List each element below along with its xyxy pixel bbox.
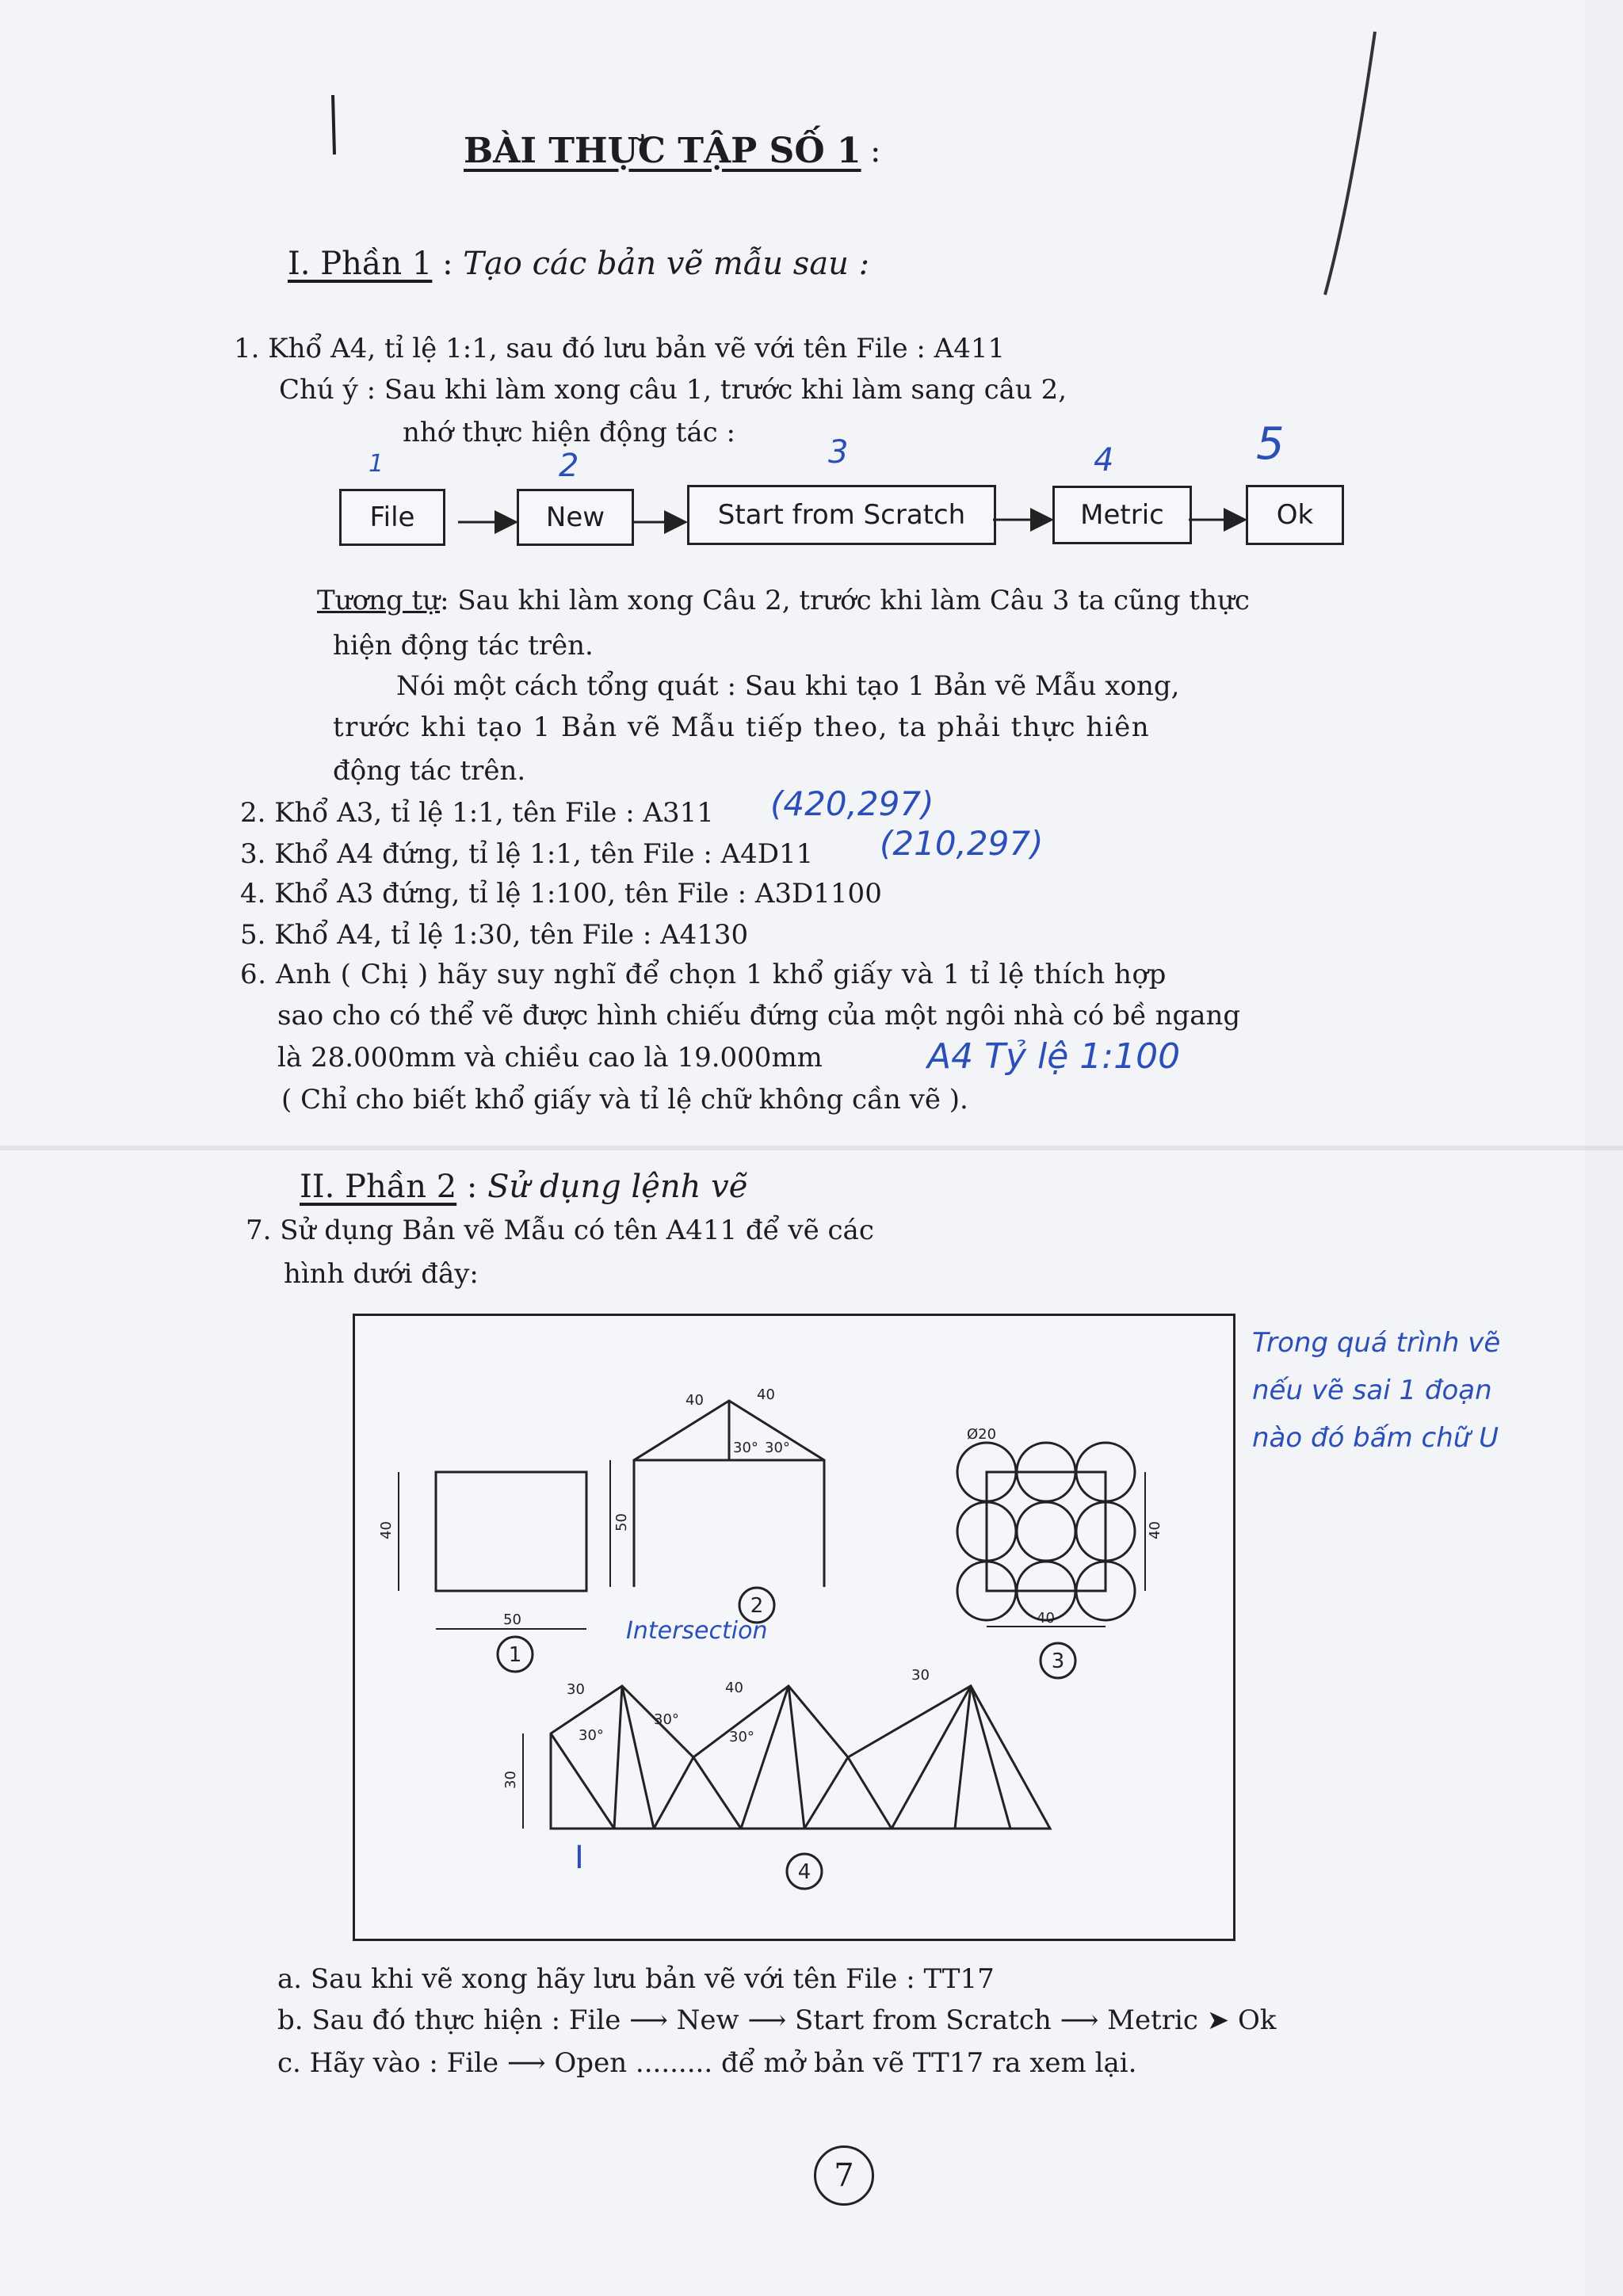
item-7a: 7. Sử dụng Bản vẽ Mẫu có tên A411 để vẽ các: [246, 1215, 874, 1246]
fig2-dim-a: 40: [685, 1392, 704, 1409]
general-line-3: động tác trên.: [333, 755, 526, 787]
item-3-hand: (210,297): [880, 824, 1044, 863]
part1-text: Tạo các bản vẽ mẫu sau :: [463, 246, 870, 282]
intersection-note: Intersection: [626, 1617, 768, 1645]
item-6c: là 28.000mm và chiều cao là 19.000mm: [277, 1042, 823, 1074]
fig2-dim-h: 50: [613, 1513, 630, 1531]
fig-label-3: 3: [1051, 1650, 1065, 1673]
flow-start-box: Start from Scratch: [687, 485, 996, 545]
fig1-rectangle: [436, 1472, 586, 1591]
fig2-dim-b: 40: [757, 1386, 775, 1403]
item-6b: sao cho có thể vẽ được hình chiếu đứng của một ngôi nhà có bề ngang: [277, 1000, 1241, 1032]
flow-new-box: New: [517, 489, 634, 546]
fig4-dim-a: 30: [567, 1681, 585, 1698]
similar-line-2: hiện động tác trên.: [333, 630, 594, 662]
fig2-ang2: 30°: [765, 1440, 790, 1456]
fig-label-2: 2: [750, 1594, 764, 1618]
part1-label: I. Phần 1: [288, 246, 433, 282]
fig-label-4: 4: [797, 1860, 812, 1884]
part2-heading: [300, 1169, 747, 1205]
part2-colon: :: [466, 1169, 478, 1205]
page-number: 7: [814, 2145, 874, 2206]
flow-hand-5: 5: [1256, 418, 1285, 470]
item-6d: ( Chỉ cho biết khổ giấy và tỉ lệ chữ không cần vẽ ).: [281, 1084, 968, 1116]
step-b: b. Sau đó thực hiện : File ⟶ New ⟶ Start from Scratch ⟶ Metric ➤ Ok: [277, 2004, 1277, 2036]
similar-line: [317, 585, 1250, 616]
part2-label: II. Phần 2: [300, 1169, 457, 1205]
side-note-line-3: nào đó bấm chữ U: [1252, 1422, 1499, 1454]
step-a: a. Sau khi vẽ xong hãy lưu bản vẽ với tên File : TT17: [277, 1963, 995, 1995]
flow-hand-1: 1: [369, 450, 384, 478]
fig2-ang1: 30°: [733, 1440, 758, 1456]
note-line-1: Chú ý : Sau khi làm xong câu 1, trước khi làm sang câu 2,: [279, 374, 1067, 406]
side-note-line-2: nếu vẽ sai 1 đoạn: [1252, 1375, 1492, 1406]
item-7b: hình dưới đây:: [284, 1258, 479, 1290]
flow-arrows: [0, 0, 1623, 602]
flow-file-box: File: [339, 489, 445, 546]
item-4: 4. Khổ A3 đứng, tỉ lệ 1:100, tên File : A3D1100: [240, 878, 882, 910]
side-note-line-1: Trong quá trình vẽ: [1252, 1327, 1501, 1359]
flow-hand-2: 2: [559, 448, 579, 484]
fig4-dim-b: 40: [725, 1680, 743, 1696]
part2-text: Sử dụng lệnh vẽ: [487, 1169, 748, 1205]
flow-hand-3: 3: [828, 434, 849, 471]
fig4-dim-c: 30: [911, 1667, 930, 1684]
general-line-2: trước khi tạo 1 Bản vẽ Mẫu tiếp theo, ta phải thực hiên: [333, 711, 1151, 743]
general-line-1: Nói một cách tổng quát : Sau khi tạo 1 Bản vẽ Mẫu xong,: [396, 670, 1180, 702]
fig3-dim-w: 40: [1037, 1610, 1055, 1627]
fig4-dim-h: 30: [502, 1771, 519, 1789]
item-6a: 6. Anh ( Chị ) hãy suy nghĩ để chọn 1 khổ giấy và 1 tỉ lệ thích hợp: [240, 959, 1167, 990]
fig3-dim-h: 40: [1147, 1521, 1163, 1539]
step-c: c. Hãy vào : File ⟶ Open ......... để mở bản vẽ TT17 ra xem lại.: [277, 2047, 1137, 2079]
fig4-ang1: 30°: [654, 1711, 679, 1728]
similar-text: : Sau khi làm xong Câu 2, trước khi làm Câu 3 ta cũng thực: [440, 585, 1250, 616]
item-1: 1. Khổ A4, tỉ lệ 1:1, sau đó lưu bản vẽ với tên File : A411: [234, 333, 1006, 364]
flow-metric-box: Metric: [1052, 486, 1192, 544]
fig3-dim-d: Ø20: [967, 1426, 997, 1443]
note-line-2: nhớ thực hiện động tác :: [403, 417, 735, 448]
exercise-figures: [353, 1314, 1231, 1936]
part1-colon: :: [442, 246, 453, 282]
fig3-square: [987, 1472, 1106, 1591]
fig-label-1: 1: [508, 1643, 522, 1667]
fig1-dim-w: 50: [503, 1611, 521, 1628]
item-5: 5. Khổ A4, tỉ lệ 1:30, tên File : A4130: [240, 919, 749, 951]
flow-ok-box: Ok: [1246, 485, 1344, 545]
item-2-hand: (420,297): [770, 784, 934, 823]
page-title: BÀI THỰC TẬP SỐ 1: [464, 131, 861, 171]
similar-label: Tương tự: [317, 585, 441, 616]
fig1-dim-h: 40: [378, 1521, 395, 1539]
flow-hand-4: 4: [1094, 442, 1114, 479]
item-2: 2. Khổ A3, tỉ lệ 1:1, tên File : A311: [240, 797, 714, 829]
title-colon: :: [870, 133, 881, 170]
item-3: 3. Khổ A4 đứng, tỉ lệ 1:1, tên File : A4D11: [240, 838, 814, 870]
roman-note: I: [575, 1840, 584, 1876]
fig4-ang2: 30°: [579, 1727, 604, 1744]
fig4-ang3: 30°: [729, 1729, 754, 1745]
item-6-hand: A4 Tỷ lệ 1:100: [927, 1036, 1181, 1077]
side-note: [1252, 1319, 1500, 1462]
